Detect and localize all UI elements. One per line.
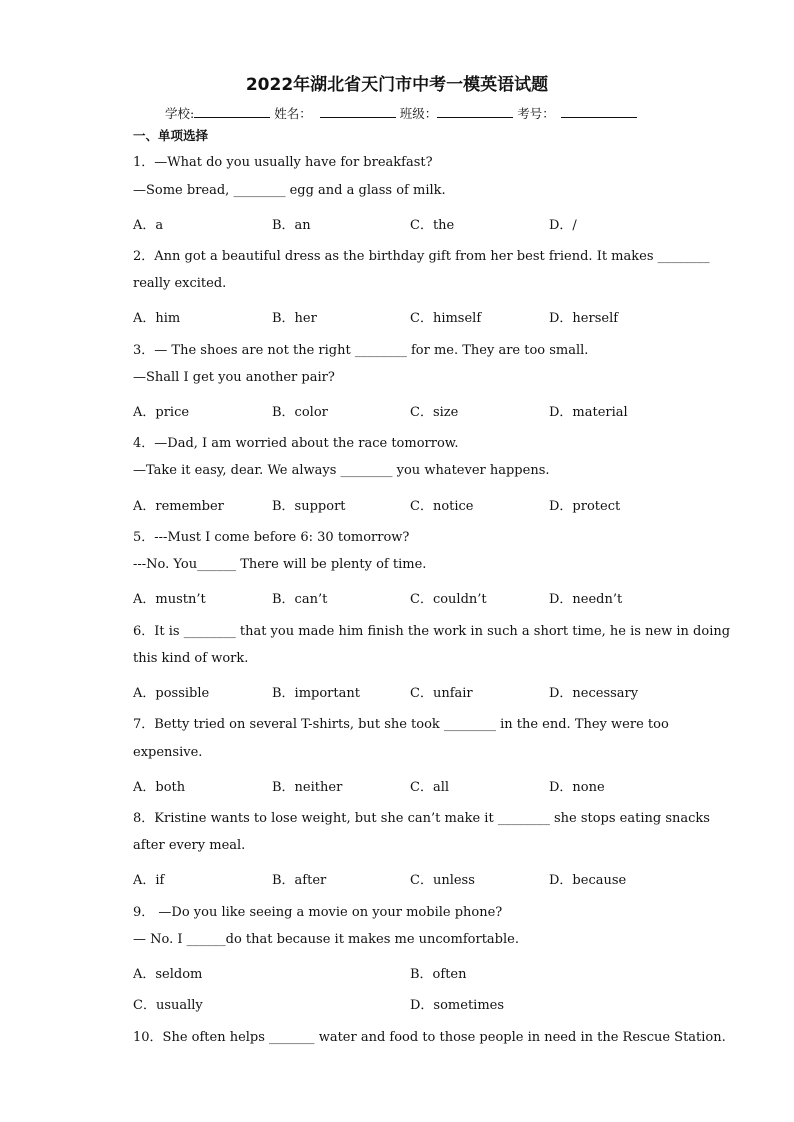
question-4-stem: 4．—Dad, I am worried about the race tomorrow. [133,436,459,451]
question-8-option-c[interactable]: C．unless [410,873,475,888]
question-2-stem: 2．Ann got a beautiful dress as the birthday gift from her best friend. It makes ________ [133,249,710,264]
question-5-stem: 5．---Must I come before 6: 30 tomorrow? [133,530,410,545]
question-8-option-b[interactable]: B．after [272,873,327,888]
question-6-option-b[interactable]: B．important [272,686,360,701]
class-label: 班级： [399,106,438,121]
question-9-stem-2: — No. I ______do that because it makes me uncomfortable. [133,932,519,947]
question-2-option-c[interactable]: C．himself [410,311,482,326]
question-1-option-b[interactable]: B．an [272,218,311,233]
question-5-option-a[interactable]: A．mustn’t [133,592,206,607]
question-9-option-d[interactable]: D．sometimes [410,998,505,1013]
question-4-option-d[interactable]: D．protect [549,499,621,514]
question-7-option-b[interactable]: B．neither [272,780,343,795]
name-label: 姓名： [274,106,312,121]
number-blank[interactable] [561,105,637,118]
question-7-stem-2: expensive. [133,745,203,760]
question-2-option-a[interactable]: A．him [133,311,181,326]
question-6-stem-2: this kind of work. [133,651,249,666]
question-6-stem: 6．It is ________ that you made him finish the work in such a short time, he is new in doing [133,624,731,639]
question-1-stem: 1．—What do you usually have for breakfast? [133,155,433,170]
question-1-stem-2: —Some bread, ________ egg and a glass of milk. [133,183,446,198]
section-heading: 一、单项选择 [133,128,209,143]
question-5-option-b[interactable]: B．can’t [272,592,328,607]
page-title: 2022年湖北省天门市中考一模英语试题 [245,75,549,95]
question-3-stem: 3．— The shoes are not the right ________ for me. They are too small. [133,343,589,358]
question-8-stem-2: after every meal. [133,838,246,853]
school-blank[interactable] [194,105,270,118]
question-3-option-c[interactable]: C．size [410,405,459,420]
question-1-option-d[interactable]: D．/ [549,218,577,233]
number-label: 考号： [517,106,555,121]
question-3-stem-2: —Shall I get you another pair? [133,370,335,385]
question-2-option-d[interactable]: D．herself [549,311,619,326]
question-5-stem-2: ---No. You______ There will be plenty of time. [133,557,427,572]
name-blank[interactable] [320,105,396,118]
question-8-stem: 8．Kristine wants to lose weight, but she can’t make it ________ she stops eating snacks [133,811,710,826]
question-7-option-d[interactable]: D．none [549,780,605,795]
question-3-option-d[interactable]: D．material [549,405,628,420]
question-3-option-b[interactable]: B．color [272,405,328,420]
question-4-option-a[interactable]: A．remember [133,499,224,514]
question-1-option-c[interactable]: C．the [410,218,455,233]
question-4-option-b[interactable]: B．support [272,499,346,514]
question-2-option-b[interactable]: B．her [272,311,317,326]
question-5-option-c[interactable]: C．couldn’t [410,592,487,607]
question-7-option-a[interactable]: A．both [133,780,186,795]
question-7-stem: 7．Betty tried on several T-shirts, but she took ________ in the end. They were too [133,717,669,732]
question-10-stem: 10．She often helps _______ water and food to those people in need in the Rescue Station. [133,1030,726,1045]
question-9-option-a[interactable]: A．seldom [133,967,203,982]
question-1-option-a[interactable]: A．a [133,218,164,233]
question-7-option-c[interactable]: C．all [410,780,450,795]
school-label: 学校: [165,106,195,121]
question-6-option-a[interactable]: A．possible [133,686,210,701]
question-9-option-c[interactable]: C．usually [133,998,203,1013]
question-8-option-a[interactable]: A．if [133,873,165,888]
question-9-stem: 9． —Do you like seeing a movie on your mobile phone? [133,905,503,920]
question-4-stem-2: —Take it easy, dear. We always ________ you whatever happens. [133,463,550,478]
question-2-stem-2: really excited. [133,276,227,291]
student-info-row [165,104,641,122]
question-6-option-d[interactable]: D．necessary [549,686,639,701]
question-9-option-b[interactable]: B．often [410,967,467,982]
question-6-option-c[interactable]: C．unfair [410,686,473,701]
question-5-option-d[interactable]: D．needn’t [549,592,623,607]
class-blank[interactable] [437,105,513,118]
question-4-option-c[interactable]: C．notice [410,499,474,514]
question-8-option-d[interactable]: D．because [549,873,627,888]
question-3-option-a[interactable]: A．price [133,405,190,420]
